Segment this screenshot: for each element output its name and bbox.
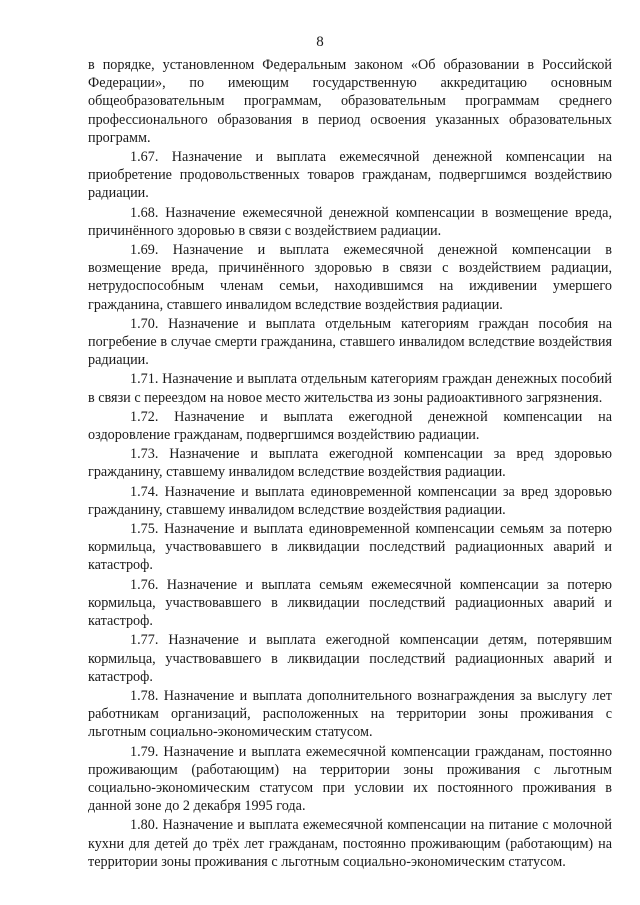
continuation-paragraph: в порядке, установленном Федеральным законом «Об образовании в Российской Федерации», по имеющим государственную аккредитацию основным общеобразовательным программам, образовательным программам среднего профессионального образования в период освоения указанных образовательных программ.: [88, 57, 612, 146]
item-1-73: 1.73. Назначение и выплата ежегодной компенсации за вред здоровью гражданину, ставшему инвалидом вследствие воздействия радиации.: [88, 446, 612, 481]
item-1-72: 1.72. Назначение и выплата ежегодной денежной компенсации на оздоровление гражданам, подвергшимся воздействию радиации.: [88, 408, 612, 444]
item-1-79: 1.79. Назначение и выплата ежемесячной компенсации гражданам, постоянно проживающим (работающим) на территории зоны проживания с льготным социально-экономическим статусом при условии их постоянного проживания в данной зоне до 2 декабря 1995 года.: [88, 743, 612, 815]
item-1-75: 1.75. Назначение и выплата единовременной компенсации семьям за потерю кормильца, участвовавшего в ликвидации последствий радиационных аварий и катастроф.: [88, 521, 612, 574]
item-1-78: 1.78. Назначение и выплата дополнительного вознаграждения за выслугу лет работникам организаций, расположенных на территории зоны проживания с льготным социально-экономическим статусом.: [88, 687, 612, 741]
document-body: [88, 56, 612, 872]
item-1-71: 1.71. Назначение и выплата отдельным категориям граждан денежных пособий в связи с переездом на новое место жительства из зоны радиоактивного загрязнения.: [88, 371, 612, 406]
item-1-76: 1.76. Назначение и выплата семьям ежемесячной компенсации за потерю кормильца, участвовавшего в ликвидации последствий радиационных аварий и катастроф.: [88, 576, 612, 630]
item-1-70: 1.70. Назначение и выплата отдельным категориям граждан пособия на погребение в случае смерти гражданина, ставшего инвалидом вследствие воздействия радиации.: [88, 315, 612, 369]
item-1-77: 1.77. Назначение и выплата ежегодной компенсации детям, потерявшим кормильца, участвовавшего в ликвидации последствий радиационных аварий и катастроф.: [88, 632, 612, 685]
page-number: 8: [316, 34, 324, 50]
item-1-69: 1.69. Назначение и выплата ежемесячной денежной компенсации в возмещение вреда, причинённого здоровью в связи с воздействием радиации, нетрудоспособным членам семьи, находившимся на иждивении умершего гражданина, ставшего инвалидом вследствие воздействия радиации.: [88, 242, 612, 313]
item-1-68: 1.68. Назначение ежемесячной денежной компенсации в возмещение вреда, причинённого здоровью в связи с воздействием радиации.: [88, 204, 612, 239]
item-1-80: 1.80. Назначение и выплата ежемесячной компенсации на питание с молочной кухни для детей до трёх лет гражданам, постоянно проживающим (работающим) на территории зоны проживания с льготным социально-экономическим статусом.: [88, 817, 612, 870]
item-1-67: 1.67. Назначение и выплата ежемесячной денежной компенсации на приобретение продовольственных товаров гражданам, подвергшимся воздействию радиации.: [88, 149, 612, 202]
item-1-74: 1.74. Назначение и выплата единовременной компенсации за вред здоровью гражданину, ставшему инвалидом вследствие воздействия радиации.: [88, 483, 612, 518]
